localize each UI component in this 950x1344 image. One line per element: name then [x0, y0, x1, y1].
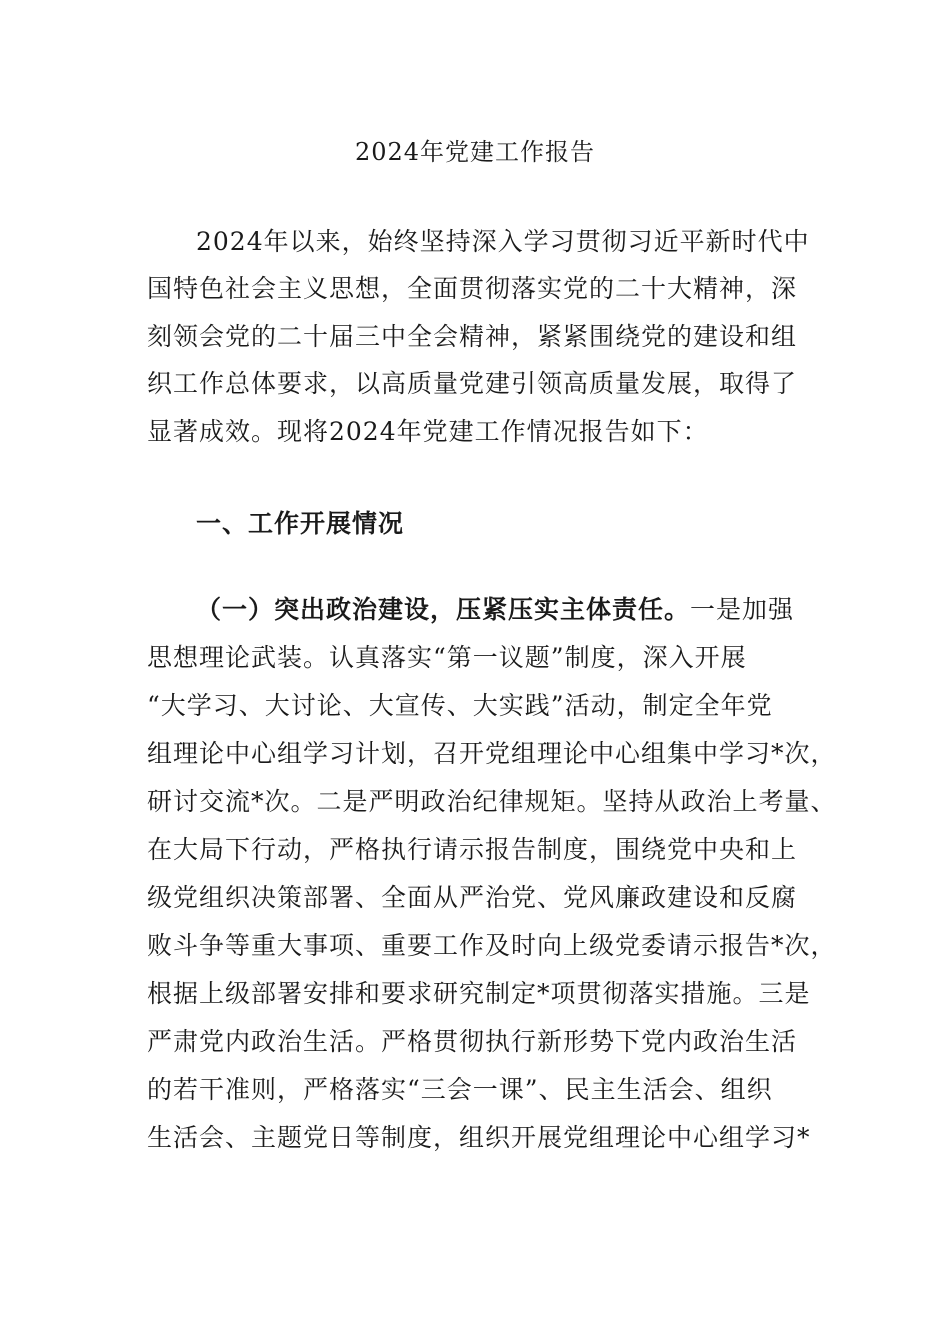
body-line: 严肃党内政治生活。严格贯彻执行新形势下党内政治生活 — [147, 1027, 798, 1056]
subsection-first-line — [196, 592, 794, 628]
body-line: 级党组织决策部署、全面从严治党、党风廉政建设和反腐 — [147, 883, 798, 912]
intro-line: 刻领会党的二十届三中全会精神，紧紧围绕党的建设和组 — [147, 322, 798, 351]
subsection-first-line-text: 一是加强 — [690, 595, 795, 624]
intro-line: 显著成效。现将2024年党建工作情况报告如下： — [147, 417, 709, 446]
body-line: “大学习、大讨论、大宣传、大实践”活动，制定全年党 — [147, 691, 773, 720]
body-line: 思想理论武装。认真落实“第一议题”制度，深入开展 — [147, 643, 747, 672]
body-line: 生活会、主题党日等制度，组织开展党组理论中心组学习* — [147, 1123, 811, 1152]
intro-line: 国特色社会主义思想，全面贯彻落实党的二十大精神，深 — [147, 274, 798, 303]
section-heading: 一、工作开展情况 — [196, 509, 405, 538]
subsection-heading: （一）突出政治建设，压紧压实主体责任。 — [196, 595, 691, 624]
body-line: 的若干准则，严格落实“三会一课”、民主生活会、组织 — [147, 1075, 773, 1104]
body-line: 败斗争等重大事项、重要工作及时向上级党委请示报告*次， — [147, 931, 837, 960]
body-line: 组理论中心组学习计划，召开党组理论中心组集中学习*次， — [147, 739, 837, 768]
intro-line: 2024年以来，始终坚持深入学习贯彻习近平新时代中 — [196, 227, 810, 256]
intro-line: 织工作总体要求，以高质量党建引领高质量发展，取得了 — [147, 369, 798, 398]
document-title: 2024年党建工作报告 — [354, 138, 596, 166]
body-line: 根据上级部署安排和要求研究制定*项贯彻落实措施。三是 — [147, 979, 811, 1008]
body-line: 在大局下行动，严格执行请示报告制度，围绕党中央和上 — [147, 835, 798, 864]
body-line: 研讨交流*次。二是严明政治纪律规矩。坚持从政治上考量、 — [147, 787, 837, 816]
